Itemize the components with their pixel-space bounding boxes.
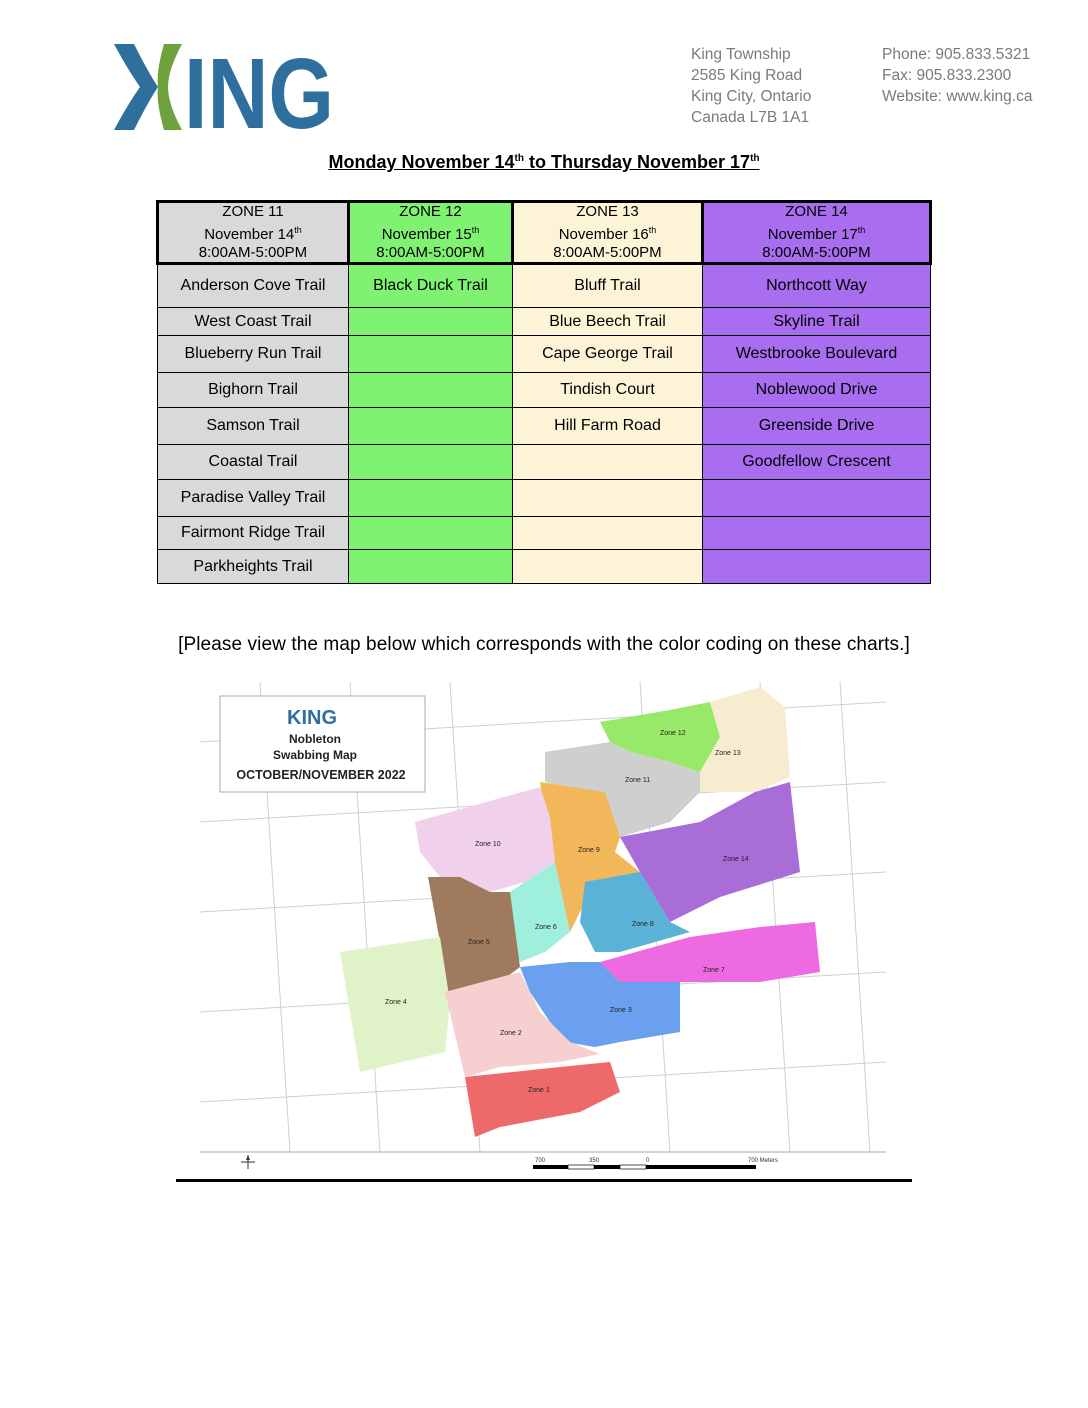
table-cell [513, 480, 703, 517]
zone-date: November 15th [381, 225, 480, 243]
address-block [691, 44, 811, 128]
phone-line: Phone: 905.833.5321 [882, 46, 1031, 63]
zone-6-label: Zone 6 [535, 924, 557, 931]
table-cell: Black Duck Trail [349, 264, 513, 308]
logo-text: ING [184, 38, 334, 150]
table-row [158, 550, 931, 584]
map-title-line3: OCTOBER/NOVEMBER 2022 [236, 768, 406, 782]
table-cell: Noblewood Drive [703, 373, 931, 408]
map-title-line1: Nobleton [289, 732, 341, 746]
title-end: to Thursday November 17 [523, 152, 751, 172]
scale-label: 0 [646, 1158, 650, 1164]
table-row [158, 308, 931, 336]
table-cell: Fairmont Ridge Trail [158, 517, 349, 550]
table-cell: Coastal Trail [158, 445, 349, 480]
title-sup: th [514, 153, 524, 164]
table-cell: Paradise Valley Trail [158, 480, 349, 517]
address-line: 2585 King Road [691, 67, 803, 84]
page-title [0, 152, 1088, 173]
table-cell: Hill Farm Road [513, 408, 703, 445]
table-cell [513, 517, 703, 550]
table-cell [349, 517, 513, 550]
table-cell: Greenside Drive [703, 408, 931, 445]
zone-1-label: Zone 1 [528, 1087, 550, 1094]
scale-label: 700 [535, 1158, 546, 1164]
table-row [158, 445, 931, 480]
zone-12-header [349, 202, 513, 264]
table-cell: Bluff Trail [513, 264, 703, 308]
table-cell [703, 550, 931, 584]
address-line: King Township [691, 46, 791, 63]
address-line: Canada L7B 1A1 [691, 109, 810, 126]
zone-name: ZONE 11 [222, 203, 284, 220]
schedule-table [156, 200, 932, 584]
contact-block [882, 44, 1032, 107]
address-line: King City, Ontario [691, 88, 812, 105]
table-cell [349, 445, 513, 480]
zone-hours: 8:00AM-5:00PM [762, 244, 871, 261]
table-cell: Blue Beech Trail [513, 308, 703, 336]
zone-7-label: Zone 7 [703, 967, 725, 974]
table-cell [349, 408, 513, 445]
zone-3-label: Zone 3 [610, 1007, 632, 1014]
scale-label: 350 [589, 1158, 600, 1164]
zone-9-label: Zone 9 [578, 847, 600, 854]
table-cell: Westbrooke Boulevard [703, 336, 931, 373]
zone-4-label: Zone 4 [385, 999, 407, 1006]
zone-2-label: Zone 2 [500, 1030, 522, 1037]
zone-14-label: Zone 14 [723, 856, 749, 863]
table-cell: Tindish Court [513, 373, 703, 408]
table-cell: Bighorn Trail [158, 373, 349, 408]
table-cell: Northcott Way [703, 264, 931, 308]
scale-bar [533, 1158, 778, 1169]
zone-10-label: Zone 10 [475, 841, 501, 848]
table-row [158, 408, 931, 445]
zone-hours: 8:00AM-5:00PM [198, 244, 308, 261]
table-row [158, 264, 931, 308]
zone-14-header [703, 202, 931, 264]
table-row [158, 480, 931, 517]
table-cell [703, 517, 931, 550]
zone-13-header [513, 202, 703, 264]
zone-11-header [158, 202, 349, 264]
king-logo [112, 38, 338, 150]
table-cell: Blueberry Run Trail [158, 336, 349, 373]
table-cell [513, 445, 703, 480]
title-sup: th [750, 153, 760, 164]
table-cell [349, 373, 513, 408]
zone-12-label: Zone 12 [660, 730, 686, 737]
scale-label: 700 Meters [748, 1158, 779, 1164]
table-header-row [158, 202, 931, 264]
zone-5-label: Zone 5 [468, 939, 490, 946]
zone-hours: 8:00AM-5:00PM [376, 244, 485, 261]
zone-date: November 17th [767, 225, 866, 243]
fax-line: Fax: 905.833.2300 [882, 67, 1012, 84]
table-cell: Samson Trail [158, 408, 349, 445]
table-cell [349, 308, 513, 336]
map-title-line2: Swabbing Map [273, 748, 357, 762]
zone-8-label: Zone 8 [632, 921, 654, 928]
table-cell [513, 550, 703, 584]
title-start: Monday November 14 [328, 152, 515, 172]
north-arrow-icon [241, 1155, 255, 1169]
zone-date: November 14th [204, 225, 302, 243]
swabbing-map [200, 682, 886, 1172]
table-row [158, 517, 931, 550]
table-cell [349, 336, 513, 373]
table-cell: Cape George Trail [513, 336, 703, 373]
zone-13-label: Zone 13 [715, 750, 741, 757]
table-row [158, 373, 931, 408]
table-row [158, 336, 931, 373]
zone-11-label: Zone 11 [625, 777, 651, 784]
table-cell [703, 480, 931, 517]
website-line: Website: www.king.ca [882, 88, 1033, 105]
table-cell: Anderson Cove Trail [158, 264, 349, 308]
bottom-rule [176, 1179, 912, 1182]
table-cell: Parkheights Trail [158, 550, 349, 584]
zone-date: November 16th [558, 225, 657, 243]
table-cell: Skyline Trail [703, 308, 931, 336]
zone-name: ZONE 14 [785, 203, 848, 220]
table-cell: West Coast Trail [158, 308, 349, 336]
table-cell: Goodfellow Crescent [703, 445, 931, 480]
zone-hours: 8:00AM-5:00PM [553, 244, 662, 261]
map-note: [Please view the map below which corresponds with the color coding on these charts.] [178, 634, 910, 655]
table-cell [349, 550, 513, 584]
zone-name: ZONE 13 [576, 203, 639, 220]
map-logo-text: KING [287, 707, 337, 729]
table-cell [349, 480, 513, 517]
zone-name: ZONE 12 [399, 203, 462, 220]
